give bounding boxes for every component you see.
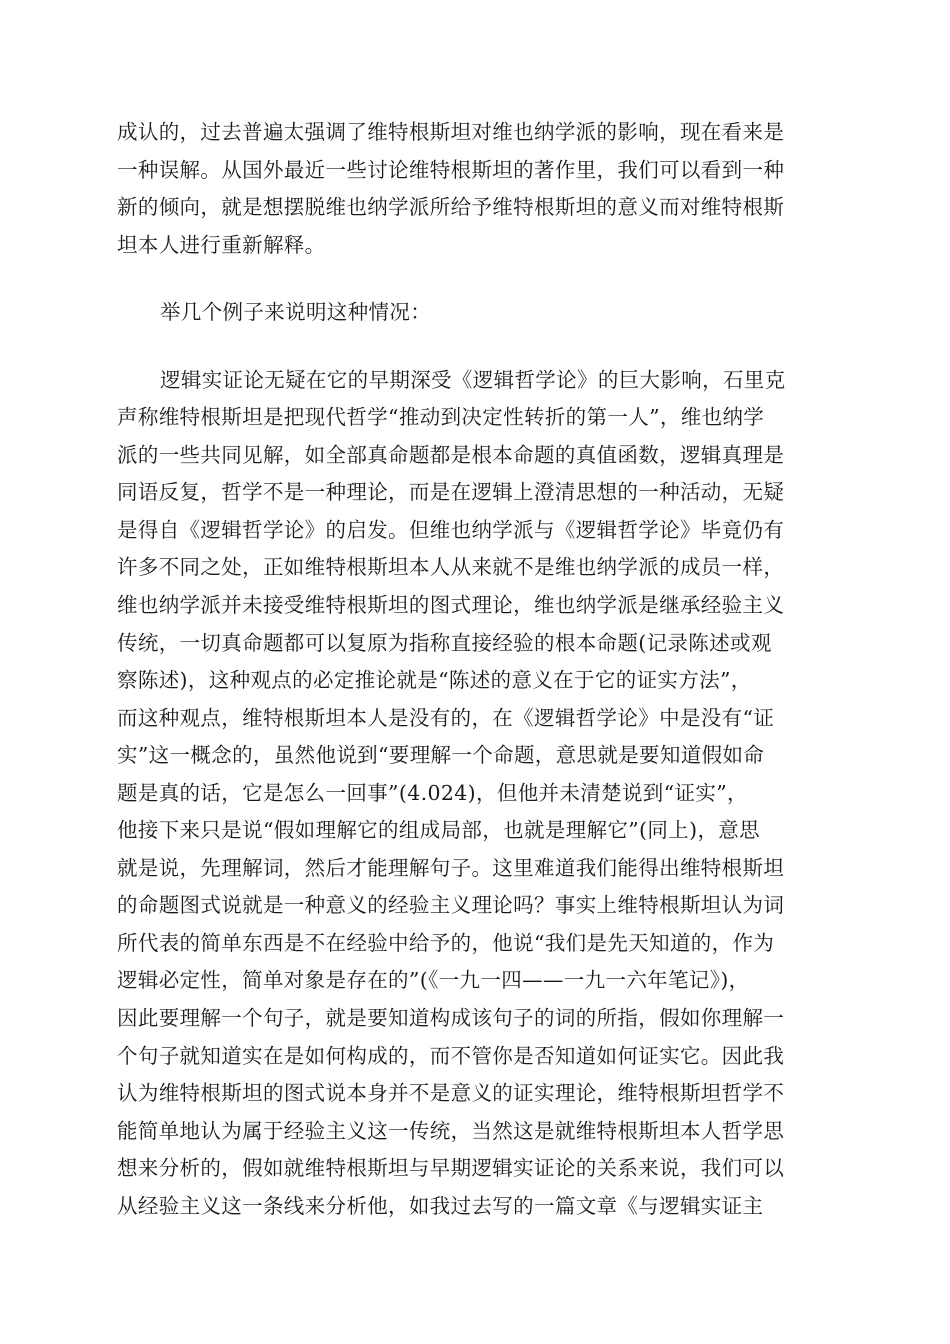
text-line: 新的倾向，就是想摆脱维也纳学派所给予维特根斯坦的意义而对维特根斯 [117,195,785,220]
text-line: 从经验主义这一条线来分析他，如我过去写的一篇文章《与逻辑实证主 [117,1193,764,1218]
text-line: 一种误解。从国外最近一些讨论维特根斯坦的著作里，我们可以看到一种 [117,157,785,182]
text-line: 就是说，先理解词，然后才能理解句子。这里难道我们能得出维特根斯坦 [117,855,785,880]
text-line: 声称维特根斯坦是把现代哲学“推动到决定性转折的第一人”，维也纳学 [117,405,765,430]
text-line: 许多不同之处，正如维特根斯坦本人从来就不是维也纳学派的成员一样， [117,555,785,580]
text-line: 坦本人进行重新解释。 [117,232,326,257]
text-line: 维也纳学派并未接受维特根斯坦的图式理论，维也纳学派是继承经验主义 [117,593,785,618]
text-line: 传统，一切真命题都可以复原为指称直接经验的根本命题(记录陈述或观 [117,630,772,655]
text-line: 所代表的简单东西是不在经验中给予的，他说“我们是先天知道的，作为 [117,930,775,955]
paragraph-3 [117,362,833,1226]
text-line: 想来分析的，假如就维特根斯坦与早期逻辑实证论的关系来说，我们可以 [117,1156,785,1181]
paragraph-gap [117,332,833,362]
text-line: 的命题图式说就是一种意义的经验主义理论吗？事实上维特根斯坦认为词 [117,893,785,918]
body-text [117,114,833,1225]
text-line: 他接下来只是说“假如理解它的组成局部，也就是理解它”(同上)，意思 [117,818,761,843]
text-line: 察陈述)，这种观点的必定推论就是“陈述的意义在于它的证实方法”， [117,668,752,693]
paragraph-2 [117,294,833,332]
text-line: 逻辑必定性，简单对象是存在的”(《一九一四——一九一六年笔记》)， [117,968,750,993]
text-line: 逻辑实证论无疑在它的早期深受《逻辑哲学论》的巨大影响，石里克 [160,367,786,392]
text-line: 而这种观点，维特根斯坦本人是没有的，在《逻辑哲学论》中是没有“证 [117,705,775,730]
text-line: 举几个例子来说明这种情况： [160,300,432,325]
text-line: 同语反复，哲学不是一种理论，而是在逻辑上澄清思想的一种活动，无疑 [117,480,785,505]
text-line: 认为维特根斯坦的图式说本身并不是意义的证实理论，维特根斯坦哲学不 [117,1081,785,1106]
text-line: 因此要理解一个句子，就是要知道构成该句子的词的所指，假如你理解一 [117,1006,785,1031]
text-line: 实”这一概念的，虽然他说到“要理解一个命题，意思就是要知道假如命 [117,743,765,768]
paragraph-gap [117,264,833,294]
paragraph-1 [117,114,833,264]
text-line: 题是真的话，它是怎么一回事”(4.024)，但他并未清楚说到“证实”， [117,780,748,805]
text-line: 个句子就知道实在是如何构成的，而不管你是否知道如何证实它。因此我 [117,1043,785,1068]
text-line: 成认的，过去普遍太强调了维特根斯坦对维也纳学派的影响，现在看来是 [117,120,785,144]
text-line: 派的一些共同见解，如全部真命题都是根本命题的真值函数，逻辑真理是 [117,442,785,467]
text-line: 能简单地认为属于经验主义这一传统，当然这是就维特根斯坦本人哲学思 [117,1118,785,1143]
text-line: 是得自《逻辑哲学论》的启发。但维也纳学派与《逻辑哲学论》毕竟仍有 [117,517,785,542]
